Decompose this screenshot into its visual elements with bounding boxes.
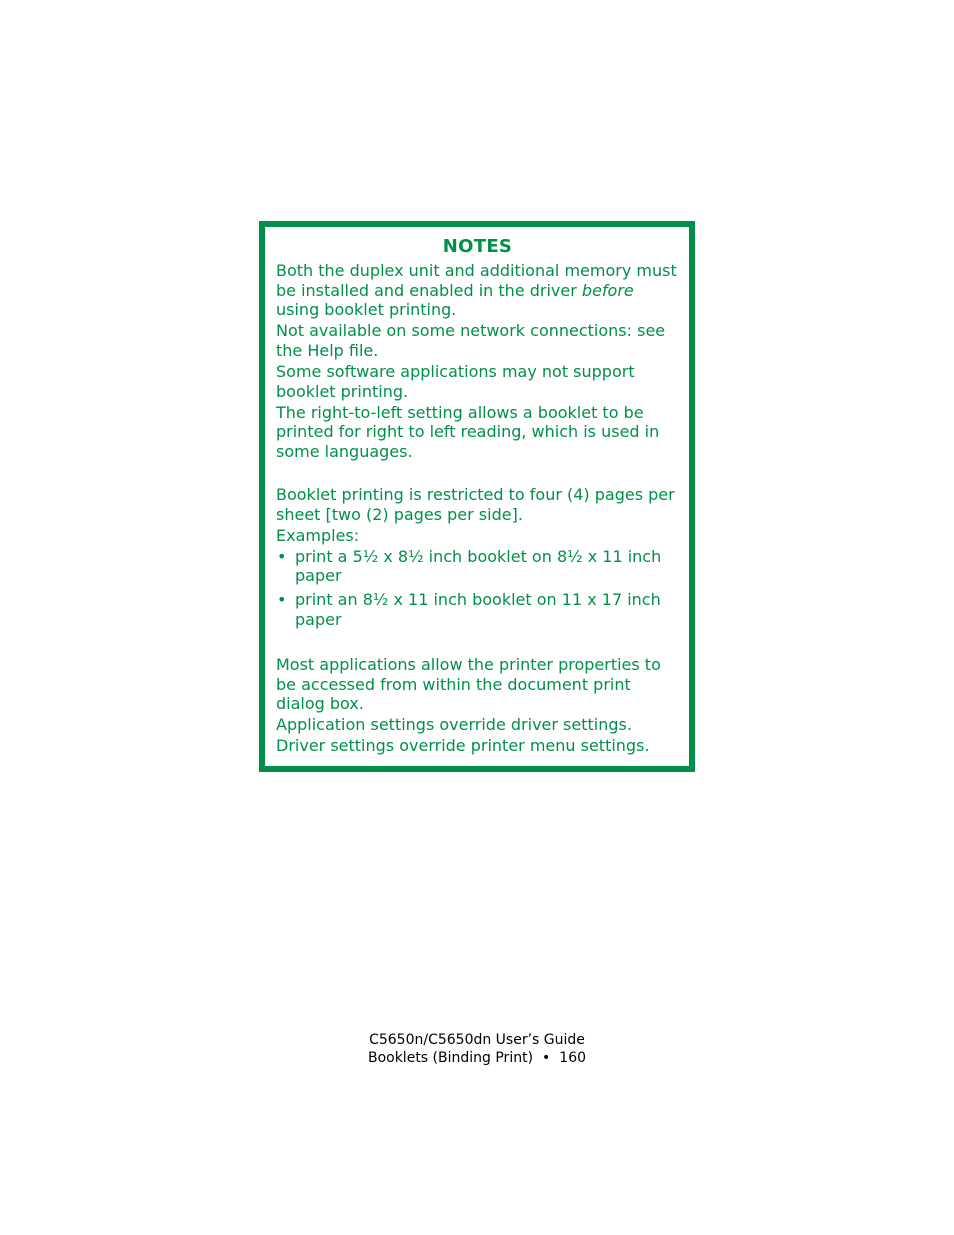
notes-title: NOTES (442, 236, 513, 257)
notes-box (259, 221, 695, 772)
note-duplex-memory (276, 261, 679, 320)
list-item-text: print a 5½ x 8½ inch booklet on 8½ x 11 inch paper (295, 546, 662, 586)
note-duplex-memory-emphasis: before (581, 280, 634, 300)
footer-section-name: Booklets (Binding Print) (367, 1049, 534, 1066)
note-duplex-memory-text-a: Both the duplex unit and additional memory must be installed and enabled in the driver (276, 261, 677, 300)
page-footer (0, 1032, 954, 1067)
note-right-to-left: The right-to-left setting allows a booklet to be printed for right to left reading, which is used in some languages. (276, 402, 660, 461)
bullet-icon: • (277, 546, 287, 566)
footer-page-number: 160 (559, 1049, 587, 1066)
note-network-connections: Not available on some network connections: see the Help file. (276, 321, 666, 360)
footer-separator: • (542, 1049, 551, 1066)
footer-guide-title: C5650n/C5650dn User’s Guide (369, 1032, 585, 1048)
note-examples-label: Examples: (276, 525, 360, 545)
note-software-support: Some software applications may not support booklet printing. (276, 361, 635, 401)
list-item-text: print an 8½ x 11 inch booklet on 11 x 17 inch paper (295, 589, 661, 629)
footer-section-line (0, 1050, 954, 1068)
paragraph-spacer (276, 463, 679, 485)
examples-list (276, 547, 679, 629)
note-application-properties: Most applications allow the printer properties to be accessed from within the document print dialog box. (276, 655, 661, 714)
list-item (276, 547, 679, 586)
paragraph-spacer (276, 633, 679, 655)
note-application-override: Application settings override driver settings. (276, 715, 632, 735)
list-item (276, 590, 679, 629)
note-driver-override: Driver settings override printer menu settings. (276, 736, 650, 756)
note-pages-per-sheet: Booklet printing is restricted to four (4) pages per sheet [two (2) pages per side]. (276, 484, 675, 524)
note-duplex-memory-text-b: using booklet printing. (276, 300, 457, 320)
bullet-icon: • (277, 589, 287, 609)
